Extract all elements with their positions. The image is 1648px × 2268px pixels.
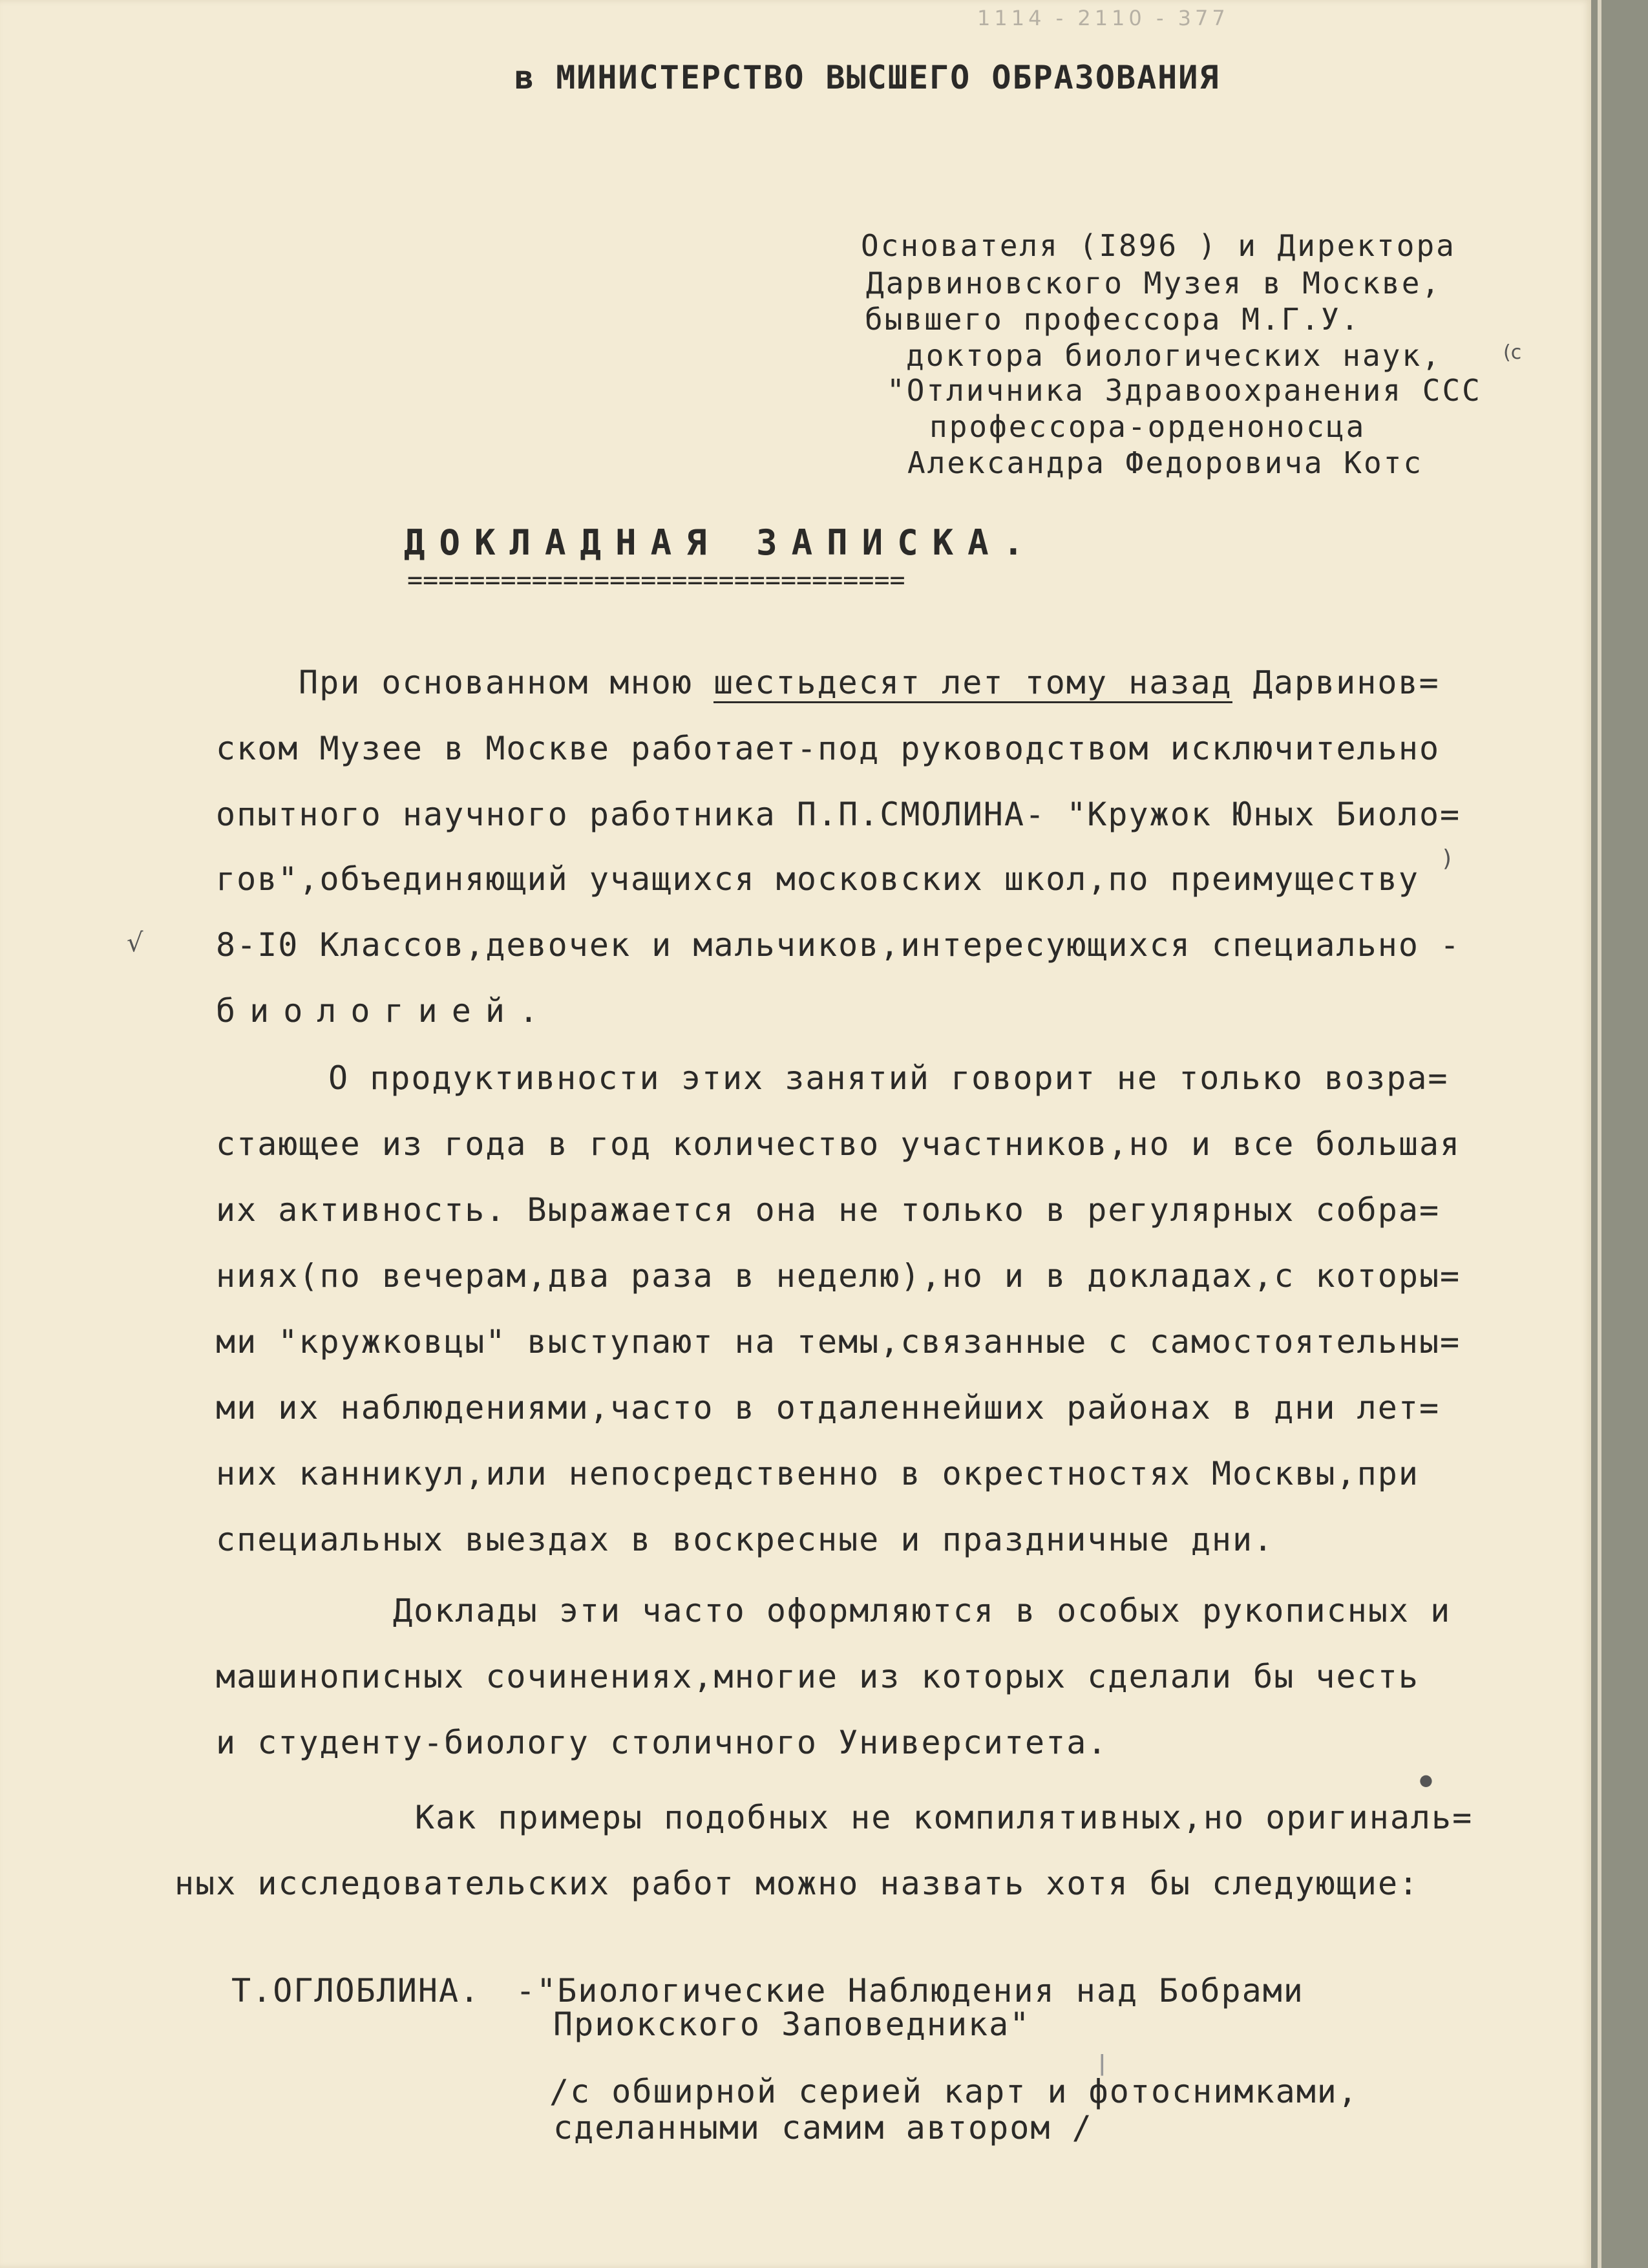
archive-note: 1114 - 2110 - 377	[977, 6, 1229, 30]
paragraph-line: ми их наблюдениями,часто в отдаленнейших районах в дни лет=	[216, 1389, 1441, 1426]
title-double-rule: ================================	[407, 566, 905, 595]
text-run: Дарвинов=	[1232, 664, 1440, 701]
pencil-check-mark-icon: √	[127, 928, 143, 958]
paragraph-line: Как примеры подобных не компилятивных,но оригиналь=	[415, 1799, 1474, 1836]
author-line: Дарвиновского Музея в Москве,	[866, 266, 1442, 301]
paragraph-line: специальных выездах в воскресные и праздничные дни.	[216, 1521, 1274, 1558]
paragraph-line: стающее из года в год количество участников,но и все большая	[216, 1125, 1461, 1163]
author-line: Основателя (I896 ) и Директора	[861, 228, 1456, 263]
author-line: "Отличника Здравоохранения ССС	[887, 373, 1482, 408]
paragraph-line: биологией.	[216, 992, 553, 1030]
paragraph-line: их активность. Выражается она не только в регулярных собра=	[216, 1191, 1441, 1229]
author-line: Александра Федоровича Котс	[907, 445, 1424, 480]
pencil-mark-icon: (c	[1503, 341, 1522, 364]
underlined-phrase: шестьдесят лет тому назад	[713, 664, 1232, 703]
author-line: профессора-орденоносца	[929, 409, 1366, 444]
example-note-line: /с обширной серией карт и фотоснимками,	[549, 2073, 1358, 2110]
paragraph-line: ных исследовательских работ можно назвать хотя бы следующие:	[174, 1865, 1420, 1902]
paragraph-line: опытного научного работника П.П.СМОЛИНА- "Кружок Юных Биоло=	[216, 796, 1461, 833]
example-author: Т.ОГЛОБЛИНА.	[231, 1972, 481, 2009]
paragraph-line: машинописных сочинениях,многие из которых сделали бы честь	[216, 1658, 1419, 1695]
pencil-mark-icon: ǀ	[1099, 2050, 1106, 2077]
paragraph-line: ниях(по вечерам,два раза в неделю),но и в докладах,с которы=	[216, 1257, 1461, 1295]
paragraph-line: гов",объединяющий учащихся московских школ,по преимуществу	[216, 860, 1419, 898]
document-title: ДОКЛАДНАЯ ЗАПИСКА.	[404, 522, 1039, 563]
paragraph-line: О продуктивности этих занятий говорит не только возра=	[328, 1059, 1449, 1097]
example-title-line: Приокского Заповедника"	[553, 2006, 1031, 2043]
paragraph-line: них канникул,или непосредственно в окрестностях Москвы,при	[216, 1455, 1419, 1492]
example-note-line: сделанными самим автором /	[553, 2109, 1093, 2146]
pencil-mark-icon: )	[1442, 845, 1452, 872]
page-edge-highlight	[1598, 0, 1601, 2268]
paragraph-line: и студенту-биологу столичного Университета.	[216, 1724, 1108, 1761]
ink-dot-icon: ●	[1419, 1771, 1433, 1789]
example-title-line: -"Биологические Наблюдения над Бобрами	[516, 1972, 1304, 2009]
document-heading: в МИНИСТЕРСТВО ВЫСШЕГО ОБРАЗОВАНИЯ	[514, 59, 1220, 96]
paragraph-line: ми "кружковцы" выступают на темы,связанные с самостоятельны=	[216, 1323, 1461, 1361]
author-line: доктора биологических наук,	[906, 338, 1442, 373]
text-run: При основанном мною	[299, 664, 714, 701]
paragraph-line: Доклады эти часто оформляются в особых рукописных и	[393, 1592, 1452, 1629]
paragraph-line: 8-I0 Классов,девочек и мальчиков,интересующихся специально -	[216, 926, 1461, 964]
paragraph-line: ском Музее в Москве работает-под руководством исключительно	[216, 730, 1441, 767]
author-line: бывшего профессора М.Г.У.	[865, 302, 1361, 337]
paragraph-line	[299, 664, 1440, 701]
